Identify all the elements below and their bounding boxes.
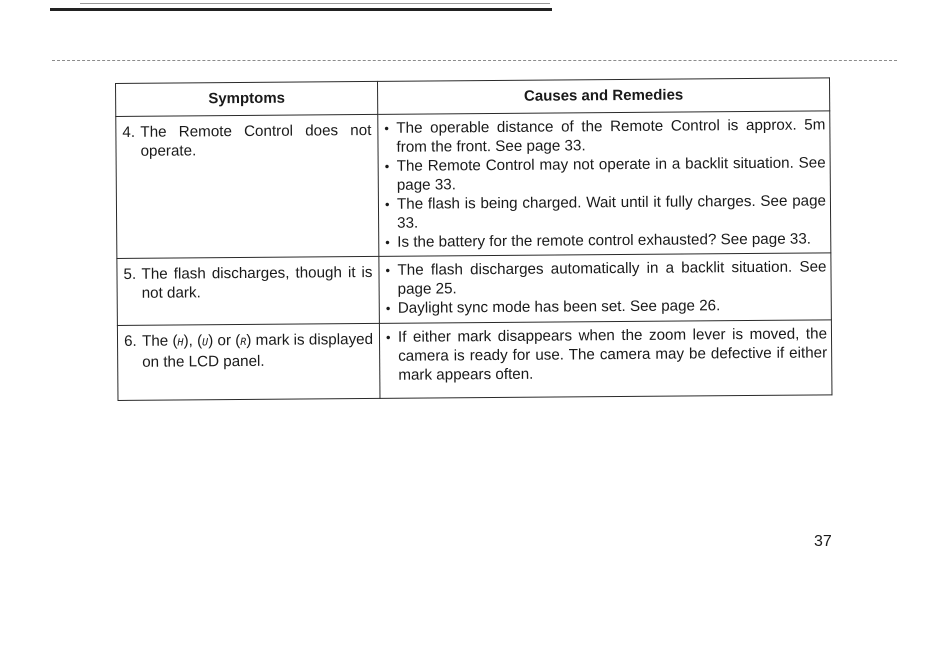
causes-cell [379,320,832,399]
troubleshooting-table [115,77,832,401]
symptom-text-suffix: ) mark is displayed on the LCD panel. [142,330,374,371]
causes-cell [378,111,831,257]
top-rule-thin [80,3,550,4]
bullet-icon: • [385,234,390,250]
bullet-icon: • [384,120,389,136]
cause-text: Daylight sync mode has been set. See page 26. [397,297,721,317]
cause-text: The operable distance of the Remote Control is approx. 5m from the front. See page 33. [396,116,826,156]
list-item [385,191,826,232]
causes-header: Causes and Remedies [377,78,829,115]
causes-list [385,257,826,317]
symptom-cell [117,323,380,400]
cause-text: If either mark disappears when the zoom lever is moved, the camera is ready for use. The camera may be defective if either mark appears often. [397,325,828,384]
symptom-cell [117,256,380,325]
page-number: 37 [814,533,832,550]
list-item [385,153,826,194]
lcd-mark-u-icon: U [202,337,209,349]
cause-text: The flash is being charged. Wait until it fully charges. See page 33. [396,192,827,232]
symptom-text-sep: ) or ( [208,332,241,350]
header-divider [52,60,897,61]
lcd-mark-r-icon: R [240,336,247,349]
symptom-text: The Remote Control does not operate. [140,121,372,160]
cause-text: The flash discharges automatically in a backlit situation. See page 25. [397,258,827,298]
symptom-text-prefix: The ( [141,332,178,350]
symptom-cell [116,114,379,258]
symptom-number: 6. [123,332,137,350]
troubleshooting-table-container [115,77,831,401]
list-item [386,295,827,317]
symptom-number: 4. [122,123,136,141]
symptom-text-sep: ), ( [183,332,203,350]
cause-text: Is the battery for the remote control exhausted? See page 33. [397,230,812,251]
table-row [117,253,832,326]
list-item [384,115,825,156]
cause-text: The Remote Control may not operate in a backlit situation. See page 33. [396,154,826,194]
top-rule [50,8,552,11]
table-row [117,320,832,401]
causes-cell [379,253,832,324]
causes-list [386,324,827,384]
symptom-number: 5. [123,265,137,283]
symptom-text [142,330,373,372]
symptom-text: The flash discharges, though it is not dark. [141,263,373,302]
causes-list [384,115,826,251]
bullet-icon: • [385,262,391,278]
lcd-mark-h-icon: H [177,337,184,349]
bullet-icon: • [385,300,391,316]
bullet-icon: • [384,158,390,174]
list-item [386,324,827,384]
table-header-row [116,78,830,117]
list-item [385,229,826,251]
table-row [116,111,831,259]
list-item [385,257,826,298]
bullet-icon: • [385,329,391,345]
symptoms-header: Symptoms [116,81,378,116]
bullet-icon: • [384,196,390,212]
